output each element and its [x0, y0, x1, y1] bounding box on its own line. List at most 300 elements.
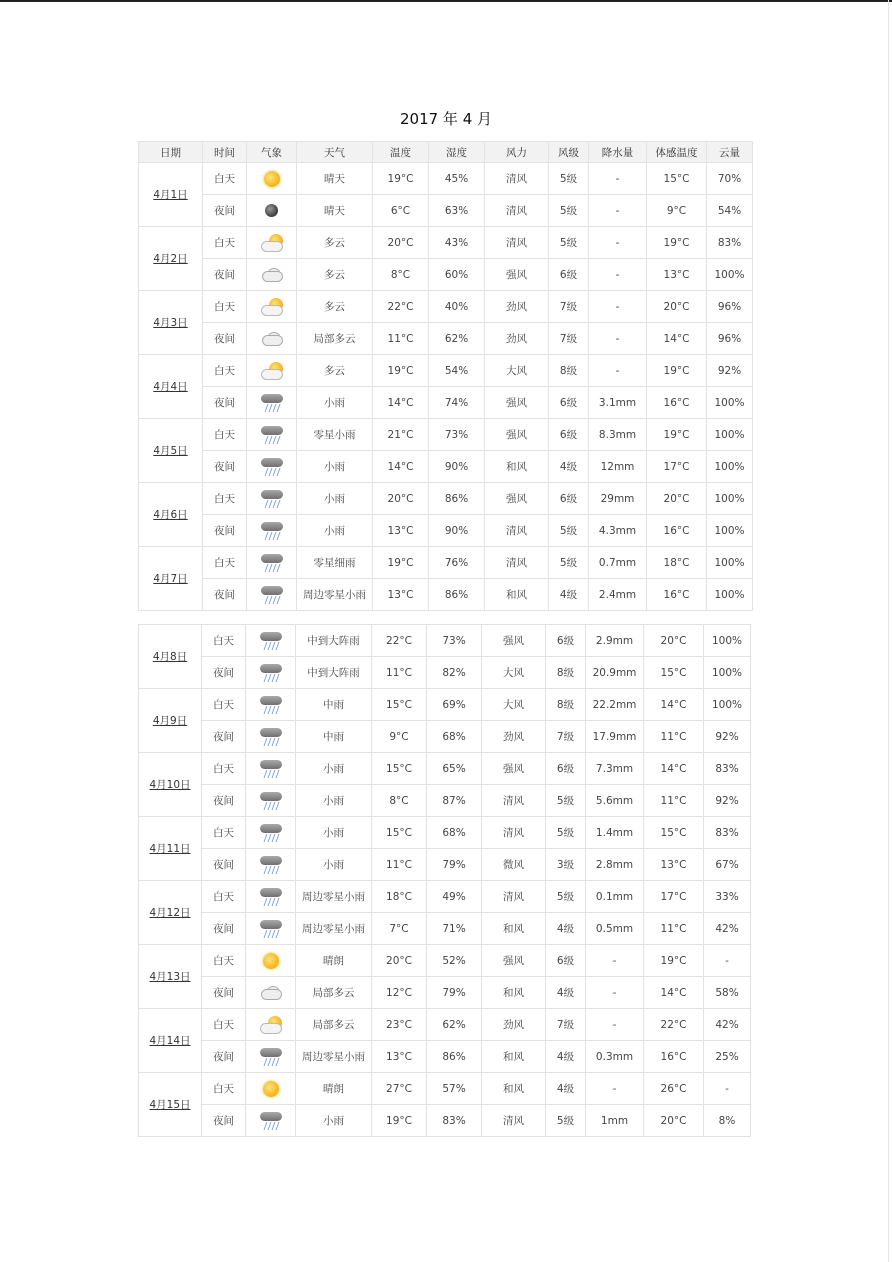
wind-cell: 强风 [482, 945, 546, 977]
cloud-cell: 83% [704, 753, 751, 785]
weather-cell: 局部多云 [296, 1009, 372, 1041]
temp-cell: 14°C [373, 451, 429, 483]
cloud-cell: 100% [707, 515, 753, 547]
wind-cell: 清风 [485, 163, 549, 195]
table-row [139, 259, 753, 291]
precip-cell: - [589, 291, 647, 323]
wind-cell: 清风 [482, 881, 546, 913]
humidity-cell: 86% [427, 1041, 482, 1073]
time-cell: 夜间 [203, 387, 247, 419]
date-link[interactable]: 4月8日 [152, 651, 188, 663]
wind-level-cell: 7级 [549, 323, 589, 355]
feels-like-cell: 16°C [644, 1041, 704, 1073]
rain-icon [259, 392, 285, 414]
temp-cell: 22°C [373, 291, 429, 323]
icon-cell [246, 849, 296, 881]
precip-cell: - [589, 355, 647, 387]
wind-level-cell: 8级 [546, 657, 586, 689]
precip-cell: - [586, 1009, 644, 1041]
cloud-cell: 58% [704, 977, 751, 1009]
humidity-cell: 90% [429, 451, 485, 483]
cloud-cell: 42% [704, 913, 751, 945]
weather-cell: 小雨 [296, 753, 372, 785]
table-row [139, 515, 753, 547]
table-row [139, 419, 753, 451]
table-row [139, 817, 751, 849]
date-cell [139, 163, 203, 227]
wind-cell: 强风 [482, 753, 546, 785]
header-wind-level: 风级 [549, 142, 589, 163]
icon-cell [246, 1073, 296, 1105]
precip-cell: - [586, 977, 644, 1009]
table-row [139, 387, 753, 419]
header-humidity: 湿度 [429, 142, 485, 163]
humidity-cell: 82% [427, 657, 482, 689]
header-wind: 风力 [485, 142, 549, 163]
time-cell: 白天 [203, 547, 247, 579]
precip-cell: 17.9mm [586, 721, 644, 753]
table-header [139, 142, 753, 163]
rain-icon [259, 456, 285, 478]
partly-cloudy-icon [260, 298, 284, 316]
cloud-cell: 100% [704, 689, 751, 721]
wind-level-cell: 5级 [546, 1105, 586, 1137]
page-edge [888, 0, 889, 1262]
humidity-cell: 73% [429, 419, 485, 451]
temp-cell: 22°C [372, 625, 427, 657]
cloud-cell: - [704, 1073, 751, 1105]
date-cell [139, 625, 202, 689]
icon-cell [247, 547, 297, 579]
weather-cell: 零星小雨 [297, 419, 373, 451]
partly-cloudy-icon [260, 234, 284, 252]
rain-icon [258, 662, 284, 684]
icon-cell [247, 163, 297, 195]
humidity-cell: 43% [429, 227, 485, 259]
date-cell [139, 1009, 202, 1073]
icon-cell [246, 1009, 296, 1041]
table-body [139, 625, 751, 1137]
time-cell: 夜间 [202, 1041, 246, 1073]
cloud-cell: 33% [704, 881, 751, 913]
weather-cell: 晴朗 [296, 1073, 372, 1105]
date-cell [139, 227, 203, 291]
weather-cell: 中到大阵雨 [296, 657, 372, 689]
partly-cloudy-icon [260, 362, 284, 380]
time-cell: 白天 [202, 1009, 246, 1041]
header-feels-like: 体感温度 [647, 142, 707, 163]
table-row [139, 227, 753, 259]
icon-cell [246, 881, 296, 913]
wind-cell: 微风 [482, 849, 546, 881]
precip-cell: 20.9mm [586, 657, 644, 689]
table-row [139, 1041, 751, 1073]
feels-like-cell: 26°C [644, 1073, 704, 1105]
rain-icon [258, 790, 284, 812]
wind-level-cell: 4级 [546, 1041, 586, 1073]
temp-cell: 15°C [372, 689, 427, 721]
date-link[interactable]: 4月14日 [149, 1035, 191, 1047]
temp-cell: 15°C [372, 817, 427, 849]
wind-level-cell: 5级 [549, 515, 589, 547]
precip-cell: 22.2mm [586, 689, 644, 721]
temp-cell: 19°C [373, 163, 429, 195]
date-link[interactable]: 4月3日 [153, 317, 188, 329]
rain-icon [259, 520, 285, 542]
weather-cell: 局部多云 [297, 323, 373, 355]
icon-cell [246, 753, 296, 785]
temp-cell: 6°C [373, 195, 429, 227]
precip-cell: - [589, 227, 647, 259]
date-link[interactable]: 4月6日 [153, 509, 188, 521]
weather-table-1 [138, 141, 753, 611]
temp-cell: 27°C [372, 1073, 427, 1105]
rain-icon [258, 822, 284, 844]
weather-cell: 中雨 [296, 689, 372, 721]
table-row [139, 1073, 751, 1105]
wind-cell: 清风 [482, 1105, 546, 1137]
humidity-cell: 76% [429, 547, 485, 579]
precip-cell: - [586, 945, 644, 977]
wind-level-cell: 5级 [549, 227, 589, 259]
temp-cell: 19°C [373, 355, 429, 387]
table-row [139, 1009, 751, 1041]
weather-cell: 小雨 [296, 1105, 372, 1137]
precip-cell: 8.3mm [589, 419, 647, 451]
wind-cell: 劲风 [482, 1009, 546, 1041]
date-link[interactable]: 4月7日 [153, 573, 188, 585]
wind-cell: 和风 [482, 1073, 546, 1105]
table-row [139, 689, 751, 721]
feels-like-cell: 16°C [647, 515, 707, 547]
cloud-cell: 96% [707, 291, 753, 323]
time-cell: 夜间 [203, 323, 247, 355]
icon-cell [246, 945, 296, 977]
time-cell: 白天 [202, 689, 246, 721]
time-cell: 夜间 [203, 451, 247, 483]
rain-icon [259, 424, 285, 446]
icon-cell [246, 913, 296, 945]
feels-like-cell: 19°C [647, 227, 707, 259]
table-row [139, 1105, 751, 1137]
weather-cell: 小雨 [297, 451, 373, 483]
time-cell: 白天 [203, 227, 247, 259]
wind-level-cell: 7级 [549, 291, 589, 323]
weather-cell: 周边零星小雨 [296, 1041, 372, 1073]
time-cell: 夜间 [203, 515, 247, 547]
table-row [139, 483, 753, 515]
humidity-cell: 86% [429, 579, 485, 611]
date-link[interactable]: 4月9日 [152, 715, 188, 727]
weather-cell: 小雨 [296, 817, 372, 849]
feels-like-cell: 20°C [647, 291, 707, 323]
cloud-cell: 70% [707, 163, 753, 195]
icon-cell [246, 721, 296, 753]
weather-cell: 中雨 [296, 721, 372, 753]
icon-cell [246, 977, 296, 1009]
table-row [139, 355, 753, 387]
header-precip: 降水量 [589, 142, 647, 163]
wind-cell: 强风 [485, 483, 549, 515]
table-row [139, 625, 751, 657]
header-time: 时间 [203, 142, 247, 163]
precip-cell: - [589, 323, 647, 355]
moon-icon [265, 204, 278, 217]
icon-cell [246, 785, 296, 817]
precip-cell: 0.5mm [586, 913, 644, 945]
weather-cell: 小雨 [296, 849, 372, 881]
weather-cell: 晴朗 [296, 945, 372, 977]
table-row [139, 657, 751, 689]
wind-level-cell: 8级 [546, 689, 586, 721]
precip-cell: - [586, 1073, 644, 1105]
cloud-cell: 42% [704, 1009, 751, 1041]
feels-like-cell: 16°C [647, 579, 707, 611]
wind-level-cell: 6级 [546, 625, 586, 657]
date-cell [139, 881, 202, 945]
date-link[interactable]: 4月12日 [149, 907, 191, 919]
temp-cell: 20°C [372, 945, 427, 977]
wind-cell: 大风 [485, 355, 549, 387]
feels-like-cell: 19°C [647, 355, 707, 387]
time-cell: 白天 [203, 355, 247, 387]
humidity-cell: 63% [429, 195, 485, 227]
weather-table-2 [138, 624, 751, 1137]
humidity-cell: 60% [429, 259, 485, 291]
header-weather: 天气 [297, 142, 373, 163]
cloud-cell: 96% [707, 323, 753, 355]
humidity-cell: 57% [427, 1073, 482, 1105]
wind-level-cell: 6级 [546, 945, 586, 977]
temp-cell: 11°C [373, 323, 429, 355]
humidity-cell: 54% [429, 355, 485, 387]
table-row [139, 881, 751, 913]
humidity-cell: 45% [429, 163, 485, 195]
wind-cell: 清风 [482, 785, 546, 817]
cloud-icon [259, 985, 283, 1001]
humidity-cell: 65% [427, 753, 482, 785]
temp-cell: 18°C [372, 881, 427, 913]
temp-cell: 19°C [372, 1105, 427, 1137]
time-cell: 白天 [202, 945, 246, 977]
date-link[interactable]: 4月10日 [149, 779, 191, 791]
rain-icon [258, 918, 284, 940]
wind-cell: 大风 [482, 657, 546, 689]
precip-cell: 2.9mm [586, 625, 644, 657]
wind-cell: 清风 [485, 195, 549, 227]
wind-cell: 和风 [482, 1041, 546, 1073]
wind-cell: 和风 [485, 579, 549, 611]
wind-cell: 劲风 [485, 323, 549, 355]
date-cell [139, 355, 203, 419]
weather-cell: 小雨 [297, 387, 373, 419]
precip-cell: 2.8mm [586, 849, 644, 881]
weather-cell: 小雨 [297, 515, 373, 547]
precip-cell: 2.4mm [589, 579, 647, 611]
weather-cell: 小雨 [296, 785, 372, 817]
cloud-icon [260, 331, 284, 347]
wind-cell: 清风 [485, 515, 549, 547]
cloud-cell: 100% [707, 419, 753, 451]
weather-cell: 晴天 [297, 163, 373, 195]
weather-cell: 晴天 [297, 195, 373, 227]
weather-cell: 周边零星小雨 [296, 913, 372, 945]
date-cell [139, 291, 203, 355]
wind-level-cell: 5级 [549, 163, 589, 195]
date-link[interactable]: 4月13日 [149, 971, 191, 983]
humidity-cell: 69% [427, 689, 482, 721]
humidity-cell: 79% [427, 849, 482, 881]
time-cell: 夜间 [202, 785, 246, 817]
header-icon: 气象 [247, 142, 297, 163]
wind-cell: 强风 [485, 387, 549, 419]
humidity-cell: 68% [427, 721, 482, 753]
icon-cell [246, 625, 296, 657]
humidity-cell: 71% [427, 913, 482, 945]
feels-like-cell: 15°C [644, 817, 704, 849]
date-link[interactable]: 4月15日 [149, 1099, 191, 1111]
icon-cell [246, 817, 296, 849]
wind-level-cell: 5级 [546, 785, 586, 817]
rain-icon [258, 758, 284, 780]
precip-cell: 1mm [586, 1105, 644, 1137]
weather-cell: 多云 [297, 227, 373, 259]
icon-cell [247, 323, 297, 355]
feels-like-cell: 9°C [647, 195, 707, 227]
wind-level-cell: 5级 [549, 547, 589, 579]
temp-cell: 20°C [373, 483, 429, 515]
temp-cell: 13°C [373, 579, 429, 611]
date-cell [139, 689, 202, 753]
wind-level-cell: 5级 [549, 195, 589, 227]
rain-icon [259, 584, 285, 606]
time-cell: 夜间 [202, 913, 246, 945]
feels-like-cell: 17°C [644, 881, 704, 913]
header-cloud: 云量 [707, 142, 753, 163]
top-rule [0, 0, 892, 2]
table-row [139, 945, 751, 977]
icon-cell [247, 387, 297, 419]
wind-cell: 强风 [482, 625, 546, 657]
icon-cell [247, 259, 297, 291]
wind-cell: 清风 [485, 547, 549, 579]
precip-cell: 0.1mm [586, 881, 644, 913]
feels-like-cell: 11°C [644, 721, 704, 753]
table-row [139, 913, 751, 945]
wind-level-cell: 7级 [546, 721, 586, 753]
time-cell: 夜间 [202, 721, 246, 753]
humidity-cell: 62% [429, 323, 485, 355]
time-cell: 白天 [202, 1073, 246, 1105]
time-cell: 白天 [203, 419, 247, 451]
icon-cell [247, 451, 297, 483]
temp-cell: 11°C [372, 657, 427, 689]
rain-icon [258, 630, 284, 652]
date-link[interactable]: 4月2日 [153, 253, 188, 265]
table-row [139, 579, 753, 611]
time-cell: 夜间 [202, 1105, 246, 1137]
sun-icon [264, 171, 280, 187]
cloud-cell: 100% [707, 547, 753, 579]
date-link[interactable]: 4月5日 [153, 445, 188, 457]
sun-icon [263, 1081, 279, 1097]
weather-cell: 多云 [297, 291, 373, 323]
weather-cell: 多云 [297, 259, 373, 291]
date-cell [139, 483, 203, 547]
temp-cell: 12°C [372, 977, 427, 1009]
temp-cell: 7°C [372, 913, 427, 945]
temp-cell: 13°C [373, 515, 429, 547]
date-link[interactable]: 4月1日 [153, 189, 188, 201]
feels-like-cell: 20°C [644, 625, 704, 657]
sun-icon [263, 953, 279, 969]
humidity-cell: 90% [429, 515, 485, 547]
rain-icon [259, 552, 285, 574]
wind-level-cell: 3级 [546, 849, 586, 881]
feels-like-cell: 19°C [644, 945, 704, 977]
feels-like-cell: 14°C [644, 689, 704, 721]
table-row [139, 785, 751, 817]
cloud-cell: 100% [704, 625, 751, 657]
wind-level-cell: 4级 [546, 913, 586, 945]
feels-like-cell: 13°C [644, 849, 704, 881]
weather-cell: 周边零星小雨 [297, 579, 373, 611]
humidity-cell: 87% [427, 785, 482, 817]
date-link[interactable]: 4月4日 [153, 381, 188, 393]
wind-cell: 清风 [485, 227, 549, 259]
rain-icon [258, 1046, 284, 1068]
cloud-cell: 83% [707, 227, 753, 259]
cloud-cell: 92% [704, 721, 751, 753]
precip-cell: 5.6mm [586, 785, 644, 817]
icon-cell [247, 515, 297, 547]
feels-like-cell: 15°C [644, 657, 704, 689]
rain-icon [258, 726, 284, 748]
weather-cell: 局部多云 [296, 977, 372, 1009]
temp-cell: 9°C [372, 721, 427, 753]
humidity-cell: 49% [427, 881, 482, 913]
wind-cell: 和风 [485, 451, 549, 483]
table-row [139, 291, 753, 323]
cloud-cell: 100% [707, 579, 753, 611]
time-cell: 夜间 [202, 849, 246, 881]
table-row [139, 721, 751, 753]
cloud-cell: 83% [704, 817, 751, 849]
icon-cell [247, 291, 297, 323]
date-link[interactable]: 4月11日 [149, 843, 191, 855]
icon-cell [247, 195, 297, 227]
temp-cell: 15°C [372, 753, 427, 785]
rain-icon [258, 854, 284, 876]
icon-cell [246, 689, 296, 721]
humidity-cell: 86% [429, 483, 485, 515]
feels-like-cell: 20°C [647, 483, 707, 515]
date-cell [139, 419, 203, 483]
humidity-cell: 73% [427, 625, 482, 657]
weather-cell: 多云 [297, 355, 373, 387]
date-cell [139, 817, 202, 881]
wind-cell: 劲风 [482, 721, 546, 753]
header-date: 日期 [139, 142, 203, 163]
temp-cell: 13°C [372, 1041, 427, 1073]
time-cell: 白天 [203, 483, 247, 515]
wind-level-cell: 8级 [549, 355, 589, 387]
wind-level-cell: 6级 [549, 387, 589, 419]
humidity-cell: 62% [427, 1009, 482, 1041]
icon-cell [247, 483, 297, 515]
table-body [139, 163, 753, 611]
rain-icon [258, 886, 284, 908]
